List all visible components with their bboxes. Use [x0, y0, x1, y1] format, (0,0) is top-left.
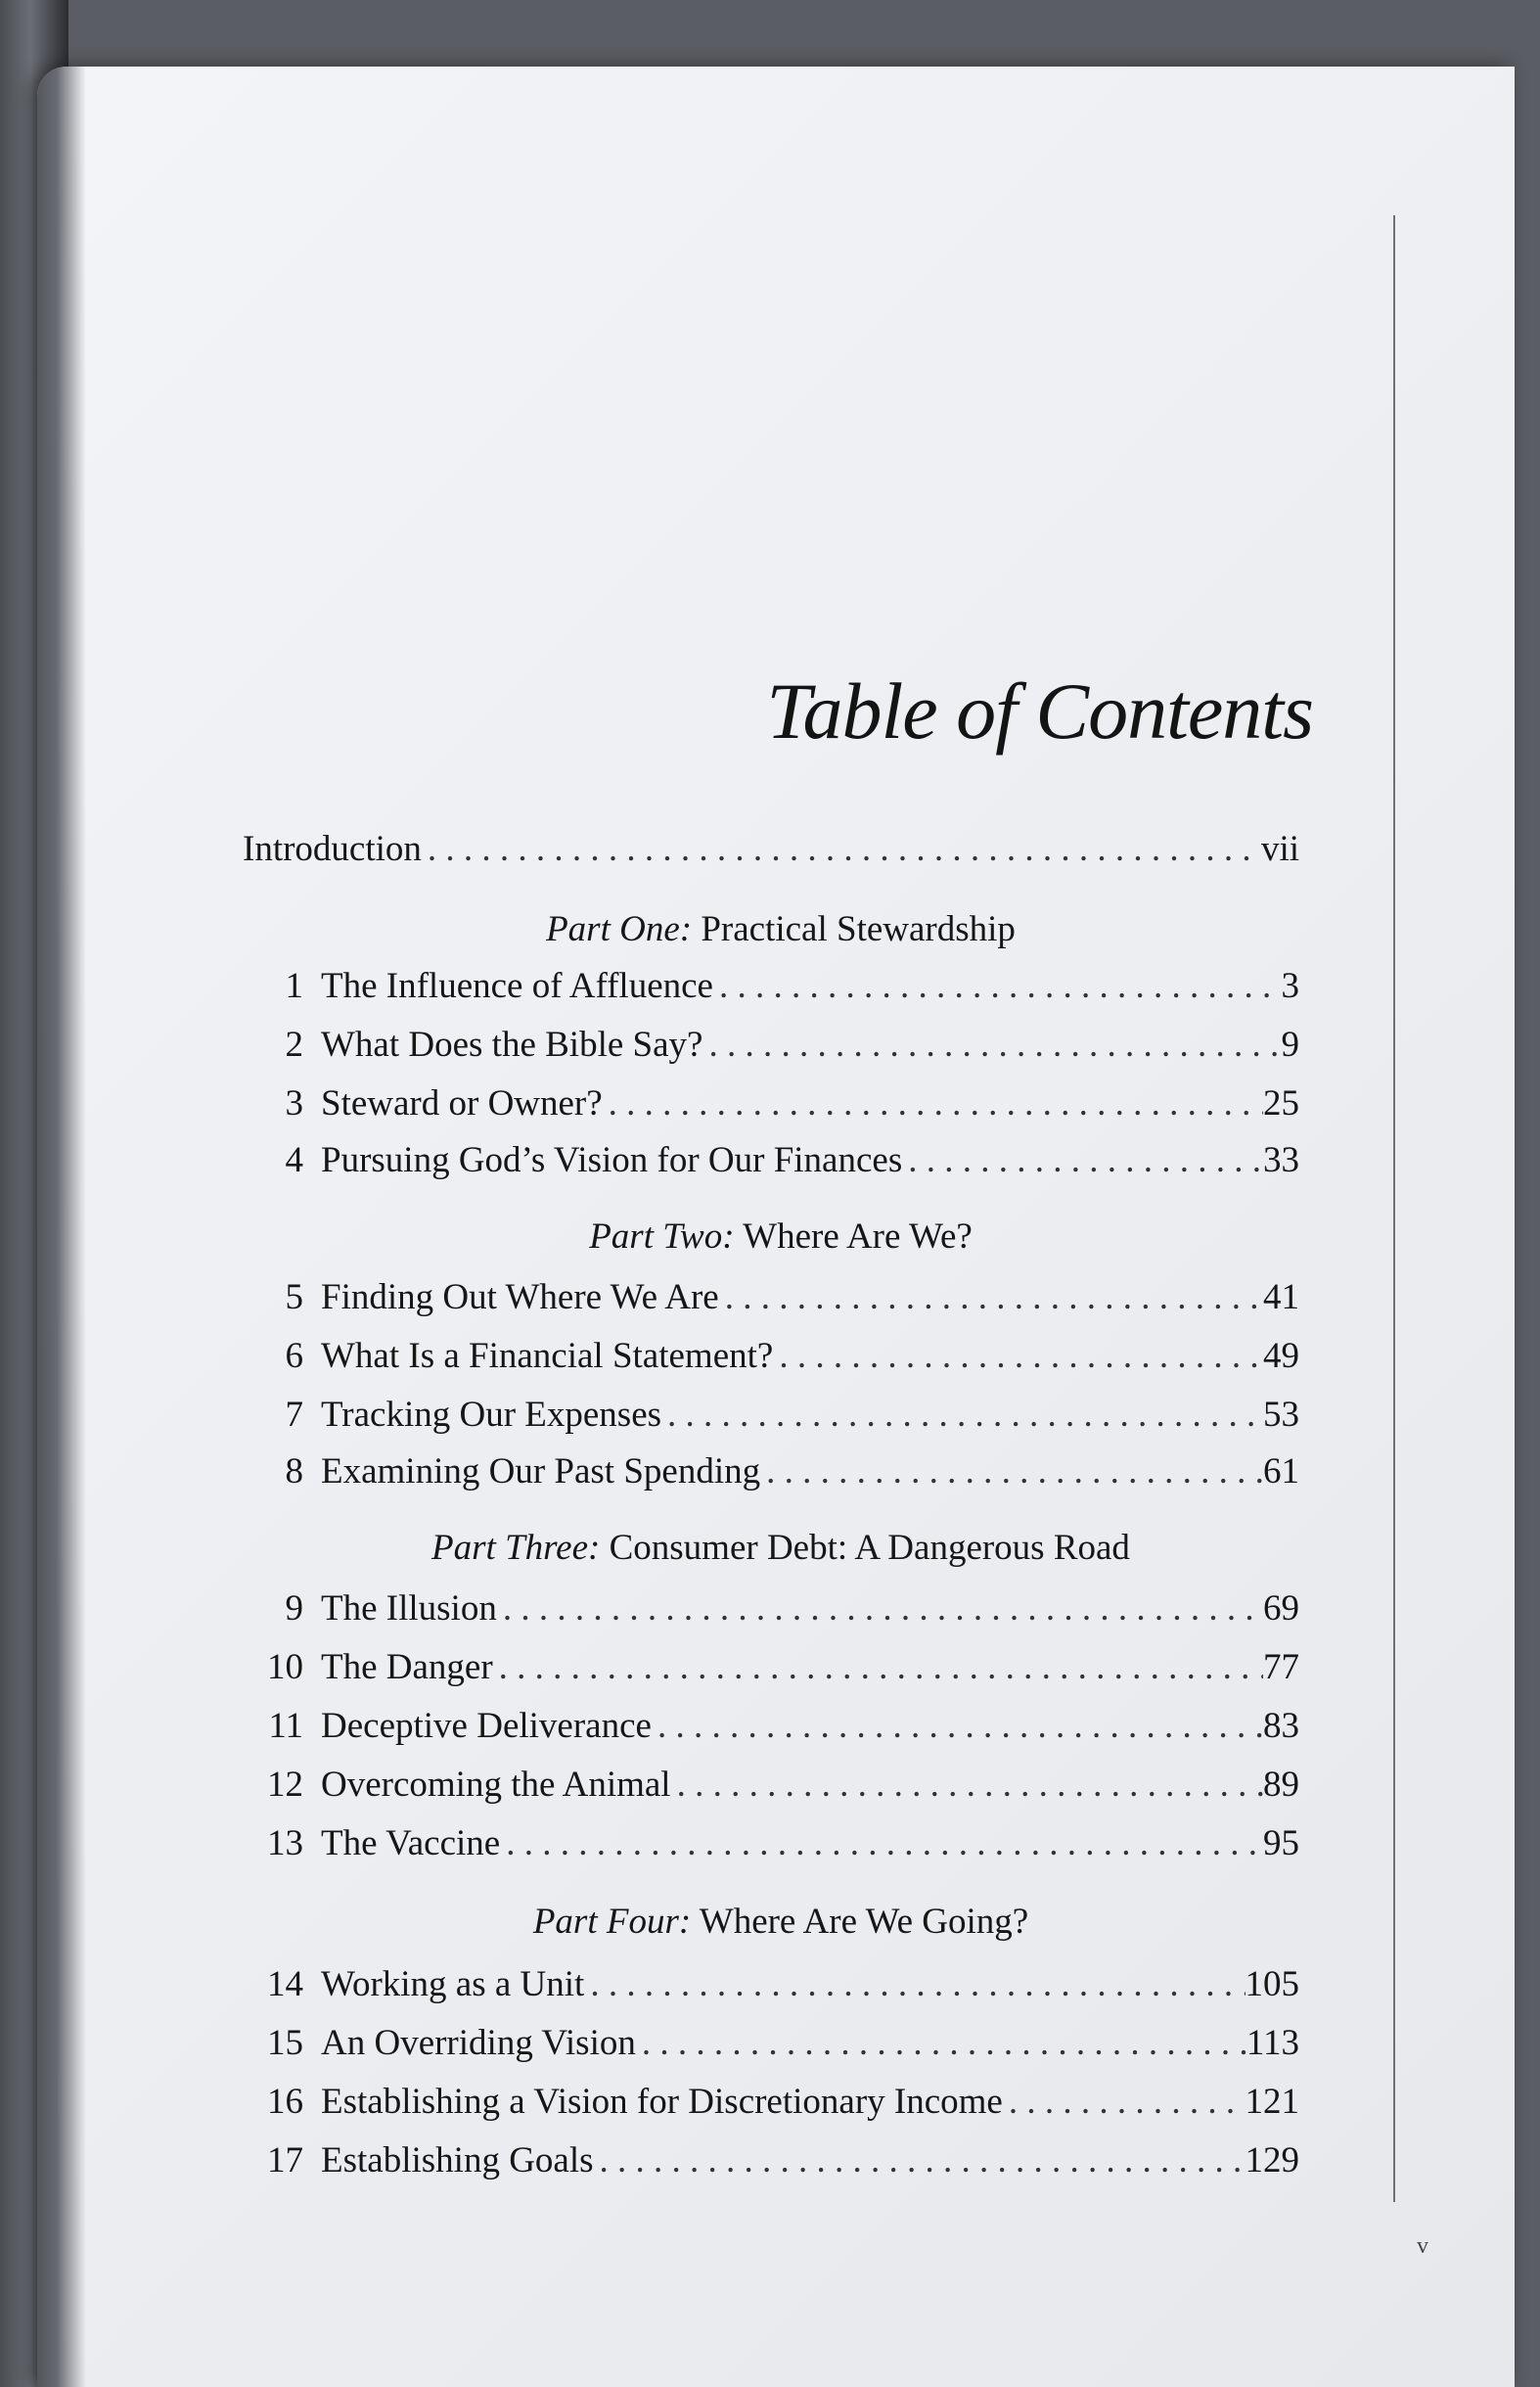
leader-dots	[661, 1394, 1263, 1436]
toc-entry	[243, 1764, 1299, 1813]
part-heading	[243, 908, 1319, 950]
chapter-number: 16	[267, 2082, 303, 2122]
leader-dots	[719, 1276, 1263, 1318]
leader-dots	[603, 1082, 1263, 1125]
chapter-title: The Influence of Affluence	[321, 966, 713, 1006]
leader-dots	[902, 1139, 1263, 1181]
chapter-title: Deceptive Deliverance	[321, 1706, 652, 1746]
chapter-page: 49	[1263, 1336, 1299, 1376]
chapter-title: Pursuing God’s Vision for Our Finances	[321, 1140, 903, 1180]
part-heading	[243, 1527, 1319, 1569]
chapter-page: 89	[1263, 1765, 1299, 1805]
toc-entry	[243, 2081, 1299, 2130]
chapter-number: 1	[285, 966, 303, 1006]
leader-dots	[500, 1822, 1263, 1864]
chapter-number: 2	[285, 1025, 303, 1065]
chapter-page: 61	[1263, 1451, 1299, 1492]
part-name: Consumer Debt: A Dangerous Road	[609, 1528, 1130, 1568]
leader-dots	[584, 1963, 1245, 2005]
leader-dots	[773, 1335, 1263, 1377]
chapter-title: Working as a Unit	[321, 1964, 585, 2004]
leader-dots	[652, 1705, 1263, 1747]
chapter-title: Establishing a Vision for Discretionary Income	[321, 2082, 1003, 2122]
toc-entry	[243, 1335, 1299, 1384]
chapter-number: 4	[285, 1140, 303, 1180]
part-heading	[243, 1901, 1319, 1943]
leader-dots	[702, 1024, 1281, 1066]
chapter-title: Steward or Owner?	[321, 1083, 603, 1124]
chapter-page: 129	[1245, 2140, 1299, 2180]
toc-entry	[243, 1587, 1299, 1636]
toc-entry	[243, 1822, 1299, 1871]
chapter-page: 77	[1263, 1647, 1299, 1687]
chapter-number: 17	[267, 2140, 303, 2180]
chapter-number: 15	[267, 2023, 303, 2063]
toc-entry	[243, 1394, 1299, 1443]
page-folio: v	[1417, 2233, 1428, 2259]
chapter-number: 12	[267, 1765, 303, 1805]
leader-dots	[1003, 2081, 1246, 2123]
chapter-page: 3	[1281, 966, 1299, 1006]
toc-entry-introduction	[243, 828, 1299, 877]
toc-entry	[243, 1646, 1299, 1695]
toc-entry	[243, 1082, 1299, 1131]
leader-dots	[493, 1646, 1263, 1688]
chapter-number: 5	[285, 1277, 303, 1317]
leader-dots	[636, 2022, 1246, 2064]
chapter-page: 105	[1245, 1964, 1299, 2004]
chapter-title: The Danger	[321, 1647, 493, 1687]
chapter-title: Tracking Our Expenses	[321, 1395, 662, 1435]
chapter-number: 11	[268, 1706, 303, 1746]
part-prefix: Part Three:	[431, 1528, 601, 1568]
chapter-number: 3	[285, 1083, 303, 1124]
part-heading	[243, 1216, 1319, 1258]
toc-entry	[243, 1963, 1299, 2012]
chapter-page: 95	[1263, 1823, 1299, 1863]
chapter-number: 8	[285, 1451, 303, 1492]
chapter-page: 9	[1281, 1025, 1299, 1065]
part-prefix: Part Four:	[532, 1902, 692, 1942]
chapter-title: Examining Our Past Spending	[321, 1451, 761, 1492]
toc-entry	[243, 1139, 1299, 1188]
chapter-title: Overcoming the Animal	[321, 1765, 671, 1805]
toc-entry	[243, 2139, 1299, 2188]
toc-entry	[243, 1276, 1299, 1325]
chapter-title: The Vaccine	[321, 1823, 501, 1863]
toc-entry	[243, 1705, 1299, 1754]
page-title: Table of Contents	[766, 666, 1313, 756]
toc-entry	[243, 965, 1299, 1014]
chapter-title: An Overriding Vision	[321, 2023, 636, 2063]
toc-entry	[243, 2022, 1299, 2071]
part-prefix: Part Two:	[589, 1216, 735, 1257]
chapter-page: 25	[1263, 1083, 1299, 1124]
chapter-page: 69	[1263, 1588, 1299, 1629]
chapter-page: 41	[1263, 1277, 1299, 1317]
part-name: Where Are We?	[743, 1216, 973, 1257]
chapter-title: The Illusion	[321, 1588, 497, 1629]
chapter-page: 53	[1263, 1395, 1299, 1435]
leader-dots	[594, 2139, 1246, 2181]
leader-dots	[422, 828, 1261, 870]
chapter-number: 13	[267, 1823, 303, 1863]
toc-entry	[243, 1024, 1299, 1073]
chapter-title: Finding Out Where We Are	[321, 1277, 719, 1317]
chapter-title: What Does the Bible Say?	[321, 1025, 703, 1065]
page-spine-curve	[37, 67, 86, 2387]
chapter-number: 9	[285, 1588, 303, 1629]
chapter-number: 6	[285, 1336, 303, 1376]
leader-dots	[497, 1587, 1263, 1630]
chapter-page: 83	[1263, 1706, 1299, 1746]
entry-page: vii	[1260, 829, 1299, 869]
chapter-number: 7	[285, 1395, 303, 1435]
leader-dots	[713, 965, 1282, 1007]
chapter-title: What Is a Financial Statement?	[321, 1336, 774, 1376]
margin-rule	[1393, 215, 1395, 2202]
chapter-title: Establishing Goals	[321, 2140, 594, 2180]
chapter-number: 10	[267, 1647, 303, 1687]
leader-dots	[671, 1764, 1263, 1806]
chapter-number: 14	[267, 1964, 303, 2004]
toc-entry	[243, 1450, 1299, 1499]
leader-dots	[760, 1450, 1263, 1492]
part-name: Practical Stewardship	[701, 909, 1016, 949]
part-prefix: Part One:	[546, 909, 693, 949]
part-name: Where Are We Going?	[699, 1902, 1029, 1942]
chapter-page: 121	[1245, 2082, 1299, 2122]
entry-label: Introduction	[243, 829, 422, 869]
chapter-page: 33	[1263, 1140, 1299, 1180]
chapter-page: 113	[1246, 2023, 1299, 2063]
